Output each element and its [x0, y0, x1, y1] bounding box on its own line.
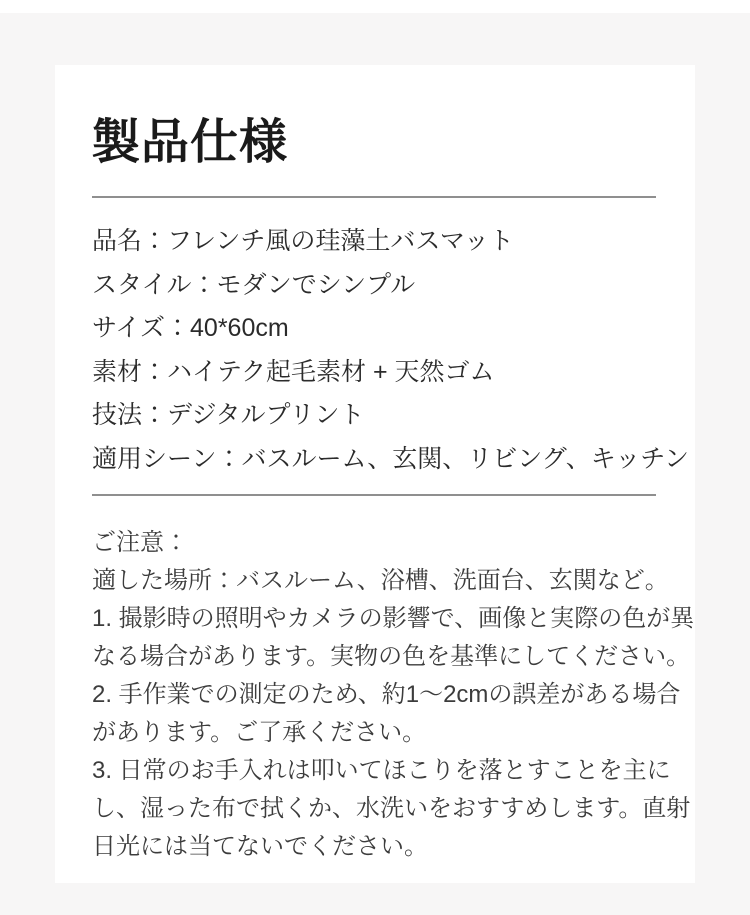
spec-row-usage-scene	[92, 438, 695, 482]
spec-row-style	[92, 264, 695, 308]
spec-label: サイズ：	[92, 314, 191, 342]
spec-label: スタイル：	[92, 270, 217, 299]
spec-row-technique	[92, 394, 695, 438]
product-spec-card	[55, 65, 695, 883]
spec-label: 素材：	[92, 357, 168, 386]
note-suitable-places: 適した場所：バスルーム、浴槽、洗面台、玄関など。	[92, 567, 669, 594]
spec-value: ハイテク起毛素材 + 天然ゴム	[167, 357, 495, 386]
notes-section	[92, 524, 695, 866]
spec-value: フレンチ風の珪藻土バスマット	[167, 227, 514, 255]
spec-row-material	[92, 351, 695, 395]
notes-heading: ご注意：	[92, 529, 188, 556]
spec-label: 適用シーン：	[92, 444, 242, 473]
spec-value: デジタルプリント	[167, 401, 365, 429]
spec-value: バスルーム、玄関、リビング、キッチン	[241, 444, 690, 473]
spec-label: 品名：	[92, 227, 168, 255]
divider-bottom	[92, 494, 656, 496]
spec-value: 40*60cm	[190, 314, 289, 342]
top-white-strip	[0, 0, 750, 13]
note-care-instructions: 3. 日常のお手入れは叩いてほこりを落とすことを主にし、湿った布で拭くか、水洗いをおすすめします。直射日光には当てないでください。	[92, 757, 691, 860]
note-color-difference: 1. 撮影時の照明やカメラの影響で、画像と実際の色が異なる場合があります。実物の色を基準にしてください。	[92, 605, 695, 670]
spec-value: モダンでシンプル	[216, 270, 416, 299]
spec-list	[92, 220, 695, 481]
page-title: 製品仕様	[92, 116, 289, 169]
spec-row-size	[92, 307, 695, 351]
note-measurement-error: 2. 手作業での測定のため、約1〜2cmの誤差がある場合があります。ご了承ください。	[92, 681, 681, 746]
spec-row-product-name	[92, 220, 695, 264]
spec-label: 技法：	[92, 401, 168, 429]
divider-top	[92, 196, 656, 198]
